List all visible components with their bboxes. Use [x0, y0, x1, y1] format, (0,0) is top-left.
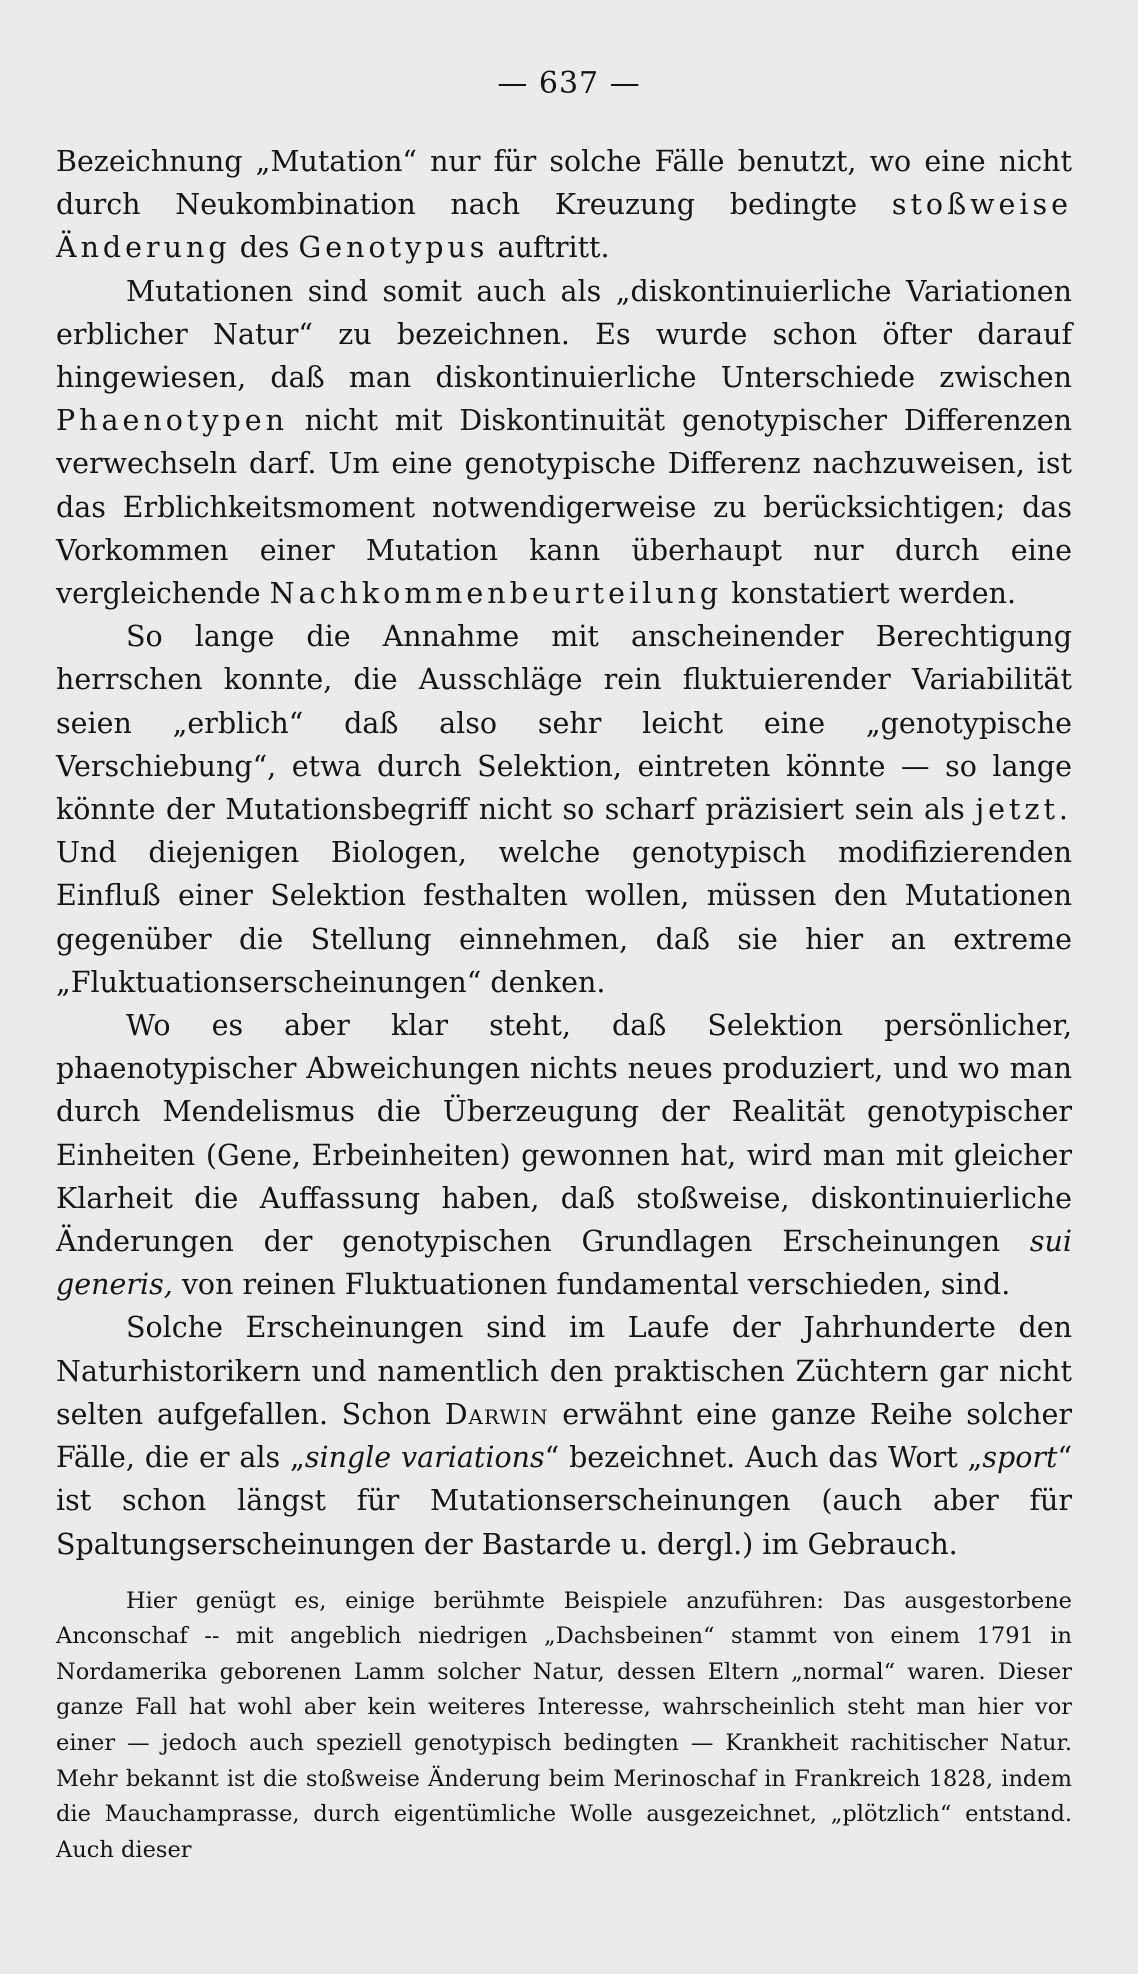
- paragraph-1: [56, 140, 1072, 270]
- text-run: von reinen Fluktuationen fundamental verschieden, sind.: [172, 1268, 1011, 1302]
- text-run: Und diejenigen Biologen, welche genotypisch modifizierenden Einfluß einer Selektion festhalten wollen, müssen den Mutationen gegenüber die Stellung einnehmen, daß sie hier an extreme „Fluktuationserscheinungen“ denken.: [56, 836, 1072, 999]
- italic-term: single variations: [304, 1441, 545, 1475]
- page-number: — 637 —: [497, 66, 641, 101]
- italic-term: sport: [982, 1441, 1058, 1475]
- text-run: Bezeichnung „Mutation“ nur für solche Fälle benutzt, wo eine nicht durch Neukombination nach Kreuzung bedingte: [56, 145, 1072, 222]
- paragraph-2: [56, 270, 1072, 616]
- small-print-paragraph: Hier genügt es, einige berühmte Beispiele anzuführen: Das ausgestorbene Anconschaf -- mit angeblich niedrigen „Dachsbeinen“ stammt von einem 1791 in Nordamerika geborenen Lamm solcher Natur, dessen Eltern „normal“ waren. Dieser ganze Fall hat wohl aber kein weiteres Interesse, wahrscheinlich steht man hier vor einer — jedoch auch speziell genotypisch bedingten — Krankheit rachitischer Natur. Mehr bekannt ist die stoßweise Änderung beim Merinoschaf in Frankreich 1828, indem die Mauchamprasse, durch eigentümliche Wolle ausgezeichnet, „plötzlich“ entstand. Auch dieser: [56, 1587, 1072, 1863]
- text-run: Mutationen sind somit auch als „diskontinuierliche Variationen erblicher Natur“ zu bezeichnen. Es wurde schon öfter darauf hingewiesen, daß man diskontinuierliche Unterschiede zwischen: [56, 274, 1072, 395]
- paragraph-3: [56, 615, 1072, 1004]
- spaced-emphasis: Phaenotypen: [56, 404, 288, 438]
- author-name: Darwin: [444, 1397, 549, 1431]
- text-run: des: [230, 231, 299, 265]
- paragraph-4: [56, 1004, 1072, 1306]
- text-run: erwähnt eine ganze Reihe solcher Fälle, die er als „: [56, 1397, 1072, 1475]
- italic-term: sui generis,: [56, 1225, 1072, 1302]
- spaced-emphasis: Genotypus: [298, 231, 489, 265]
- text-run: So lange die Annahme mit anscheinender Berechtigung herrschen konnte, die Ausschläge rein fluktuierender Variabilität seien „erblich“ daß also sehr leicht eine „genotypische Verschiebung“, etwa durch Selektion, eintreten könnte — so lange könnte der Mutationsbegriff nicht so scharf präzisiert sein als: [56, 620, 1072, 827]
- text-run: auftritt.: [488, 231, 610, 265]
- text-run: “ ist schon längst für Mutationserscheinungen (auch aber für Spaltungserscheinungen der Bastarde u. dergl.) im Gebrauch.: [56, 1441, 1073, 1561]
- spaced-emphasis: stoßweise Änderung: [56, 188, 1072, 265]
- text-run: konstatiert werden.: [722, 577, 1017, 611]
- text-run: nicht mit Diskontinuität genotypischer Differenzen verwechseln darf. Um eine genotypische Differenz nachzuweisen, ist das Erblichkeitsmoment notwendigerweise zu berücksichtigen; das Vorkommen einer Mutation kann überhaupt nur durch eine vergleichende: [56, 404, 1072, 611]
- text-run: Wo es aber klar steht, daß Selektion persönlicher, phaenotypischer Abweichungen nichts neues produziert, und wo man durch Mendelismus die Überzeugung der Realität genotypischer Einheiten (Gene, Erbeinheiten) gewonnen hat, wird man mit gleicher Klarheit die Auffassung haben, daß stoßweise, diskontinuierliche Änderungen der genotypischen Grundlagen Erscheinungen: [56, 1009, 1072, 1259]
- spaced-emphasis: Nachkommenbeurteilung: [269, 577, 723, 611]
- text-run: “ bezeichnet. Auch das Wort „: [544, 1441, 983, 1475]
- body-text: [56, 140, 1072, 1891]
- text-run: Solche Erscheinungen sind im Laufe der Jahrhunderte den Naturhistorikern und namentlich den praktischen Züchtern gar nicht selten aufgefallen. Schon: [56, 1311, 1072, 1431]
- spaced-emphasis: jetzt.: [975, 793, 1072, 827]
- paragraph-5: [56, 1306, 1072, 1565]
